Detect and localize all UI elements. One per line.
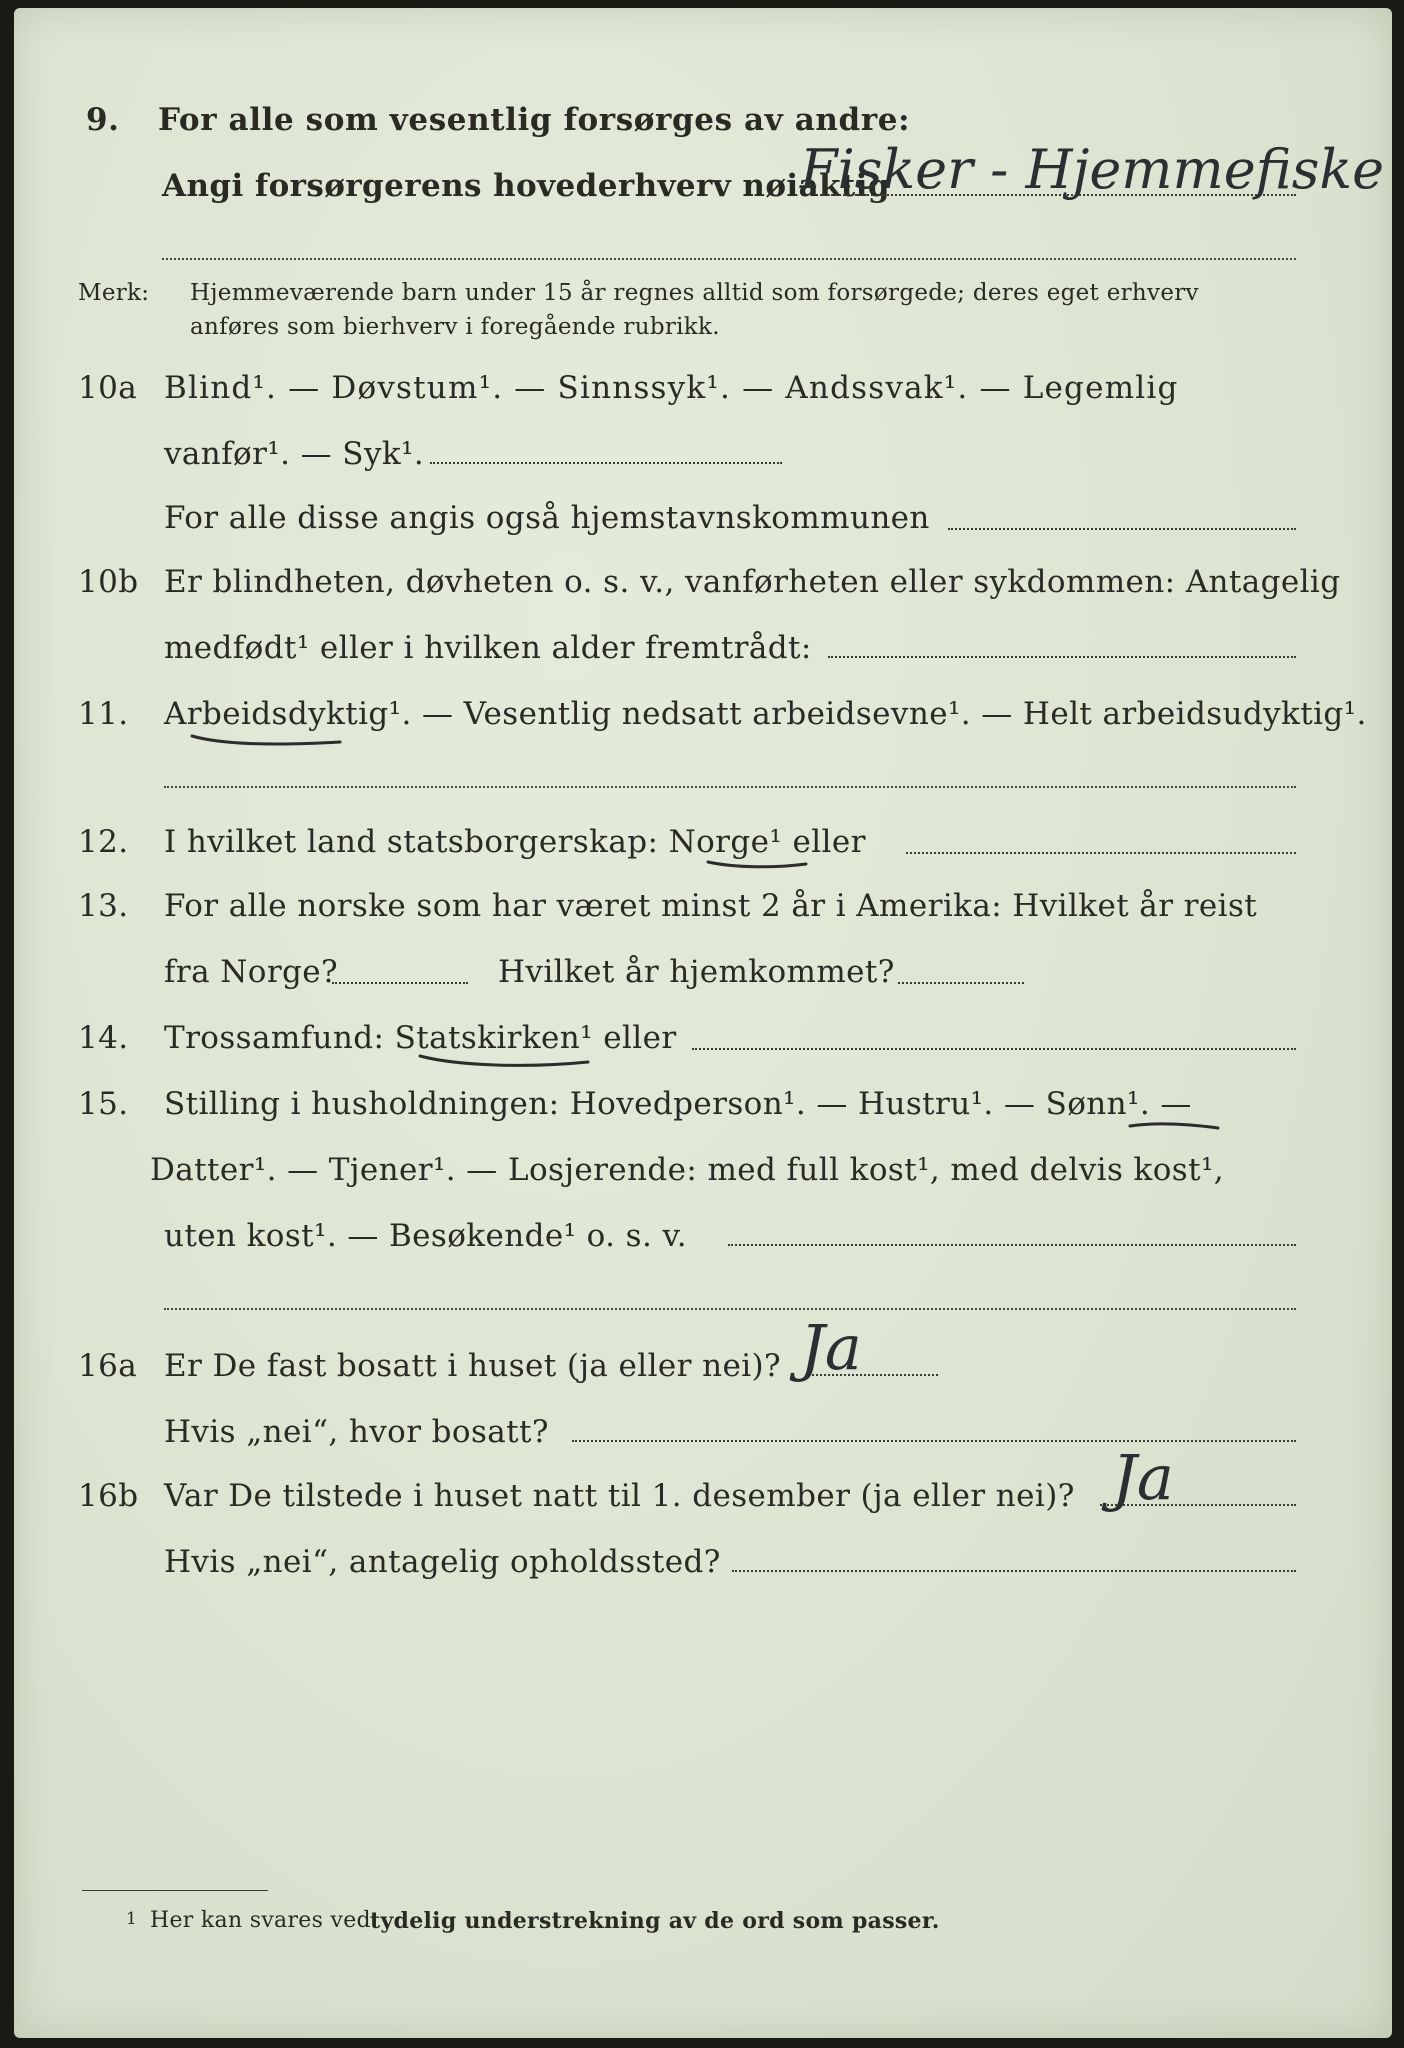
q10b-line1: Er blindheten, døvheten o. s. v., vanførheten eller sykdommen: Antagelig	[164, 564, 1341, 600]
q9-line2: Angi forsørgerens hovederhverv nøiaktig	[162, 168, 890, 204]
q12-underline-mark	[706, 856, 816, 876]
q11-number: 11.	[78, 696, 129, 732]
q16b-line1: Var De tilstede i huset natt til 1. desember (ja eller nei)?	[164, 1478, 1075, 1514]
q14-line1: Trossamfund: Statskirken¹ eller	[164, 1020, 677, 1056]
q13-line2a: fra Norge?	[164, 954, 339, 990]
q13-reist-line	[332, 982, 468, 984]
q13-line2b: Hvilket år hjemkommet?	[498, 954, 895, 990]
q13-number: 13.	[78, 888, 129, 924]
q10a-line3: For alle disse angis også hjemstavnskommunen	[164, 500, 930, 536]
q10a-number: 10a	[78, 370, 138, 406]
q10b-alder-line	[828, 656, 1296, 658]
footnote-text-bold: tydelig understrekning av de ord som passer.	[370, 1908, 940, 1934]
q16a-line1: Er De fast bosatt i huset (ja eller nei)?	[164, 1348, 782, 1384]
q10a-line2: vanfør¹. — Syk¹.	[164, 436, 425, 472]
q9-line1: For alle som vesentlig forsørges av andre:	[158, 102, 911, 138]
q16a-handwritten-answer: Ja	[800, 1311, 862, 1384]
q15-besokende-line	[728, 1244, 1296, 1246]
footnote-rule	[82, 1890, 268, 1891]
q12-number: 12.	[78, 824, 129, 860]
q16b-line2: Hvis „nei“, antagelig opholdssted?	[164, 1544, 721, 1580]
q15-line2: Datter¹. — Tjener¹. — Losjerende: med full kost¹, med delvis kost¹,	[150, 1152, 1225, 1188]
q10a-syk-line	[430, 462, 782, 464]
q10b-number: 10b	[78, 564, 139, 600]
q16b-number: 16b	[78, 1478, 139, 1514]
q16a-line2: Hvis „nei“, hvor bosatt?	[164, 1414, 549, 1450]
q14-trossamfund-line	[692, 1048, 1296, 1050]
q16a-bosatt-line	[572, 1440, 1296, 1442]
q14-number: 14.	[78, 1020, 129, 1056]
q10b-line2: medfødt¹ eller i hvilken alder fremtrådt:	[164, 630, 812, 666]
q14-underline-mark	[418, 1052, 598, 1076]
q11-separator	[164, 786, 1296, 788]
q10a-line1: Blind¹. — Døvstum¹. — Sinnssyk¹. — Andssvak¹. — Legemlig	[164, 370, 1179, 406]
q11-line1: Arbeidsdyktig¹. — Vesentlig nedsatt arbeidsevne¹. — Helt arbeidsudyktig¹.	[164, 696, 1367, 732]
q9-handwritten-answer: Fisker - Hjemmefiske	[800, 138, 1385, 201]
q13-hjemkommet-line	[898, 982, 1024, 984]
q13-line1: For alle norske som har været minst 2 år i Amerika: Hvilket år reist	[164, 888, 1258, 924]
q15-underline-mark	[1128, 1118, 1228, 1138]
q12-line1: I hvilket land statsborgerskap: Norge¹ eller	[164, 824, 866, 860]
q16b-handwritten-answer: Ja	[1112, 1441, 1174, 1514]
q10a-hjemstavn-line	[948, 528, 1296, 530]
q12-land-line	[906, 852, 1296, 854]
q15-line3: uten kost¹. — Besøkende¹ o. s. v.	[164, 1218, 687, 1254]
merk-label: Merk:	[78, 280, 150, 306]
q9-number: 9.	[86, 102, 120, 138]
q16a-number: 16a	[78, 1348, 138, 1384]
q15-separator	[164, 1308, 1296, 1310]
q9-separator	[162, 258, 1296, 260]
footnote-mark: 1	[126, 1909, 138, 1929]
q16b-opholdssted-line	[732, 1570, 1296, 1572]
q15-line1: Stilling i husholdningen: Hovedperson¹. — Hustru¹. — Sønn¹. —	[164, 1086, 1192, 1122]
footnote-text: Her kan svares ved	[150, 1908, 371, 1933]
merk-line2: anføres som bierhverv i foregående rubrikk.	[190, 314, 720, 340]
merk-line1: Hjemmeværende barn under 15 år regnes alltid som forsørgede; deres eget erhverv	[190, 280, 1199, 306]
q15-number: 15.	[78, 1086, 129, 1122]
q11-underline-mark	[190, 726, 350, 756]
